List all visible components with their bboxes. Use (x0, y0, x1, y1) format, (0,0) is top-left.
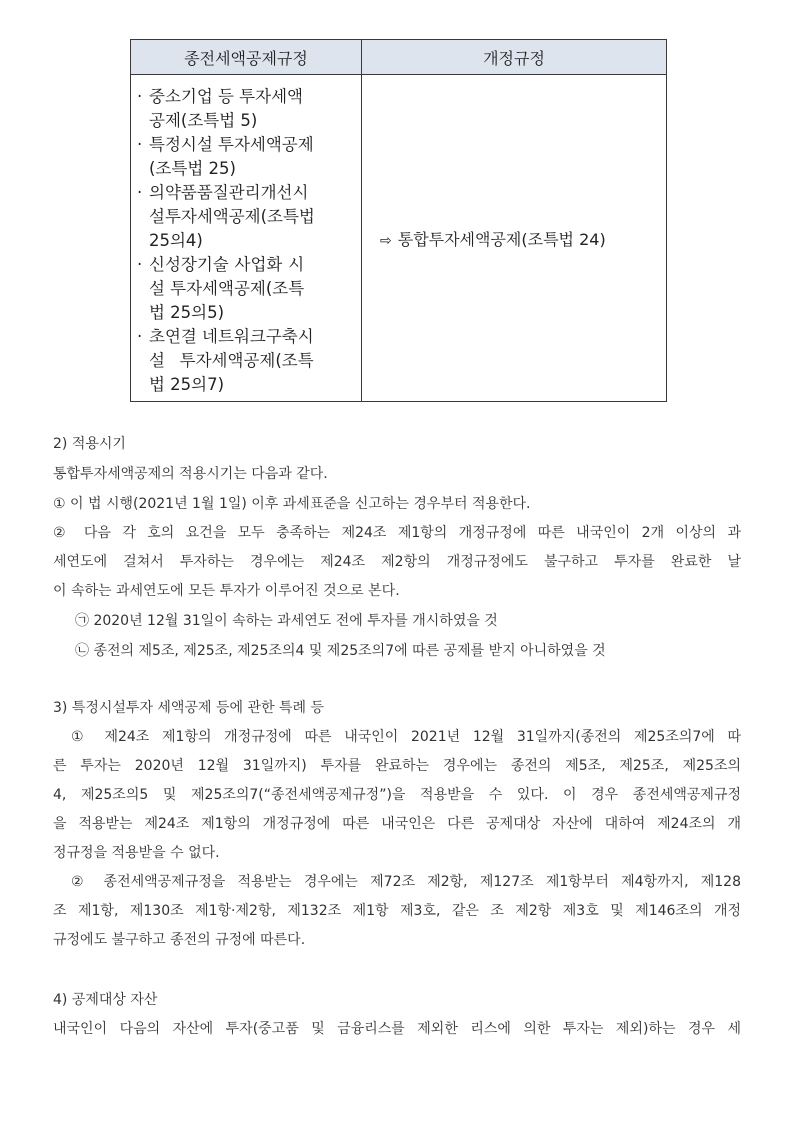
old-rule-line: 설 투자세액공제(조특 (149, 351, 314, 370)
section-2-item-2: ② 다음 각 호의 요건을 모두 충족하는 제24조 제1항의 개정규정에 따른 내국인이 2개 이상의 과 세연도에 걸쳐서 투자하는 경우에는 제24조 제2항의 개정규정에도 불구하고 투자를 완료한 날 이 속하는 과세연도에 모든 투자가 이루어진 것으로 본다. (53, 525, 741, 599)
section-2-heading: 2) 적용시기 (53, 436, 126, 452)
bullet-icon: · (137, 255, 143, 274)
old-rule-line: 25의4) (149, 231, 203, 250)
bullet-icon: · (137, 135, 143, 154)
old-rule-item (137, 85, 359, 133)
old-rule-line: (조특법 25) (149, 159, 236, 178)
old-rule-line: 법 25의7) (149, 375, 225, 394)
arrow-right-icon: ⇨ (380, 232, 392, 249)
old-rule-line: 중소기업 등 투자세액 (149, 87, 303, 106)
bullet-icon: · (137, 327, 143, 346)
old-rule-item (137, 133, 359, 181)
old-rule-line: 초연결 네트워크구축시 (149, 327, 314, 346)
comparison-table (130, 39, 667, 402)
section-2-intro: 통합투자세액공제의 적용시기는 다음과 같다. (53, 466, 328, 482)
section-3-item-1: ① 제24조 제1항의 개정규정에 따른 내국인이 2021년 12월 31일까지(종전의 제25조의7에 따 른 투자는 2020년 12월 31일까지) 투자를 완료하는 경우에는 종전의 제5조, 제25조, 제25조의 4, 제25조의5 및 제25조의7(“종전세액공제규정”)을 적용받을 수 있다. 이 경우 종전세액공제규정 을 적용받는 제24조 제1항의 개정규정에 따른 내국인은 다른 공제대상 자산에 대하여 제24조의 개 정규정을 적용받을 수 없다. (53, 729, 741, 861)
section-4-line-1: 내국인이 다음의 자산에 투자(중고품 및 금융리스를 제외한 리스에 의한 투자는 제외)하는 경우 세 (53, 1021, 741, 1037)
old-rules-list (137, 85, 359, 397)
old-rule-item (137, 325, 359, 397)
section-2 (53, 429, 741, 666)
section-2-sub-1: ㉠ 2020년 12월 31일이 속하는 과세연도 전에 투자를 개시하였을 것 (75, 613, 498, 629)
old-rule-line: 공제(조특법 5) (149, 111, 258, 130)
section-3 (53, 693, 741, 955)
old-rule-item (137, 253, 359, 325)
bullet-icon: · (137, 183, 143, 202)
section-2-sub-2: ㉡ 종전의 제5조, 제25조, 제25조의4 및 제25조의7에 따른 공제를 받지 아니하였을 것 (75, 643, 606, 659)
section-3-heading: 3) 특정시설투자 세액공제 등에 관한 특례 등 (53, 700, 324, 716)
section-4 (53, 985, 741, 1045)
old-rule-line: 설투자세액공제(조특법 (149, 207, 315, 226)
new-rules-cell (362, 75, 667, 402)
table-body-row (131, 75, 667, 402)
section-3-item-2: ② 종전세액공제규정을 적용받는 경우에는 제72조 제2항, 제127조 제1항부터 제4항까지, 제128 조 제1항, 제130조 제1항·제2항, 제132조 제1항 제3호, 같은 조 제2항 제3호 및 제146조의 개정 규정에도 불구하고 종전의 규정에 따른다. (53, 874, 741, 948)
old-rule-line: 설 투자세액공제(조특 (149, 279, 305, 298)
old-rule-line: 신성장기술 사업화 시 (149, 255, 305, 274)
old-rules-cell (131, 75, 362, 402)
new-rule-text: 통합투자세액공제(조특법 24) (397, 229, 606, 249)
old-rule-line: 법 25의5) (149, 303, 225, 322)
header-old-rules: 종전세액공제규정 (131, 40, 362, 75)
table-header-row (131, 40, 667, 75)
header-new-rules: 개정규정 (362, 40, 667, 75)
section-2-item-1: ① 이 법 시행(2021년 1월 1일) 이후 과세표준을 신고하는 경우부터 적용한다. (53, 496, 531, 512)
old-rule-item (137, 181, 359, 253)
old-rule-line: 특정시설 투자세액공제 (149, 135, 314, 154)
section-4-heading: 4) 공제대상 자산 (53, 992, 158, 1008)
old-rule-line: 의약품품질관리개선시 (149, 183, 309, 202)
bullet-icon: · (137, 87, 143, 106)
